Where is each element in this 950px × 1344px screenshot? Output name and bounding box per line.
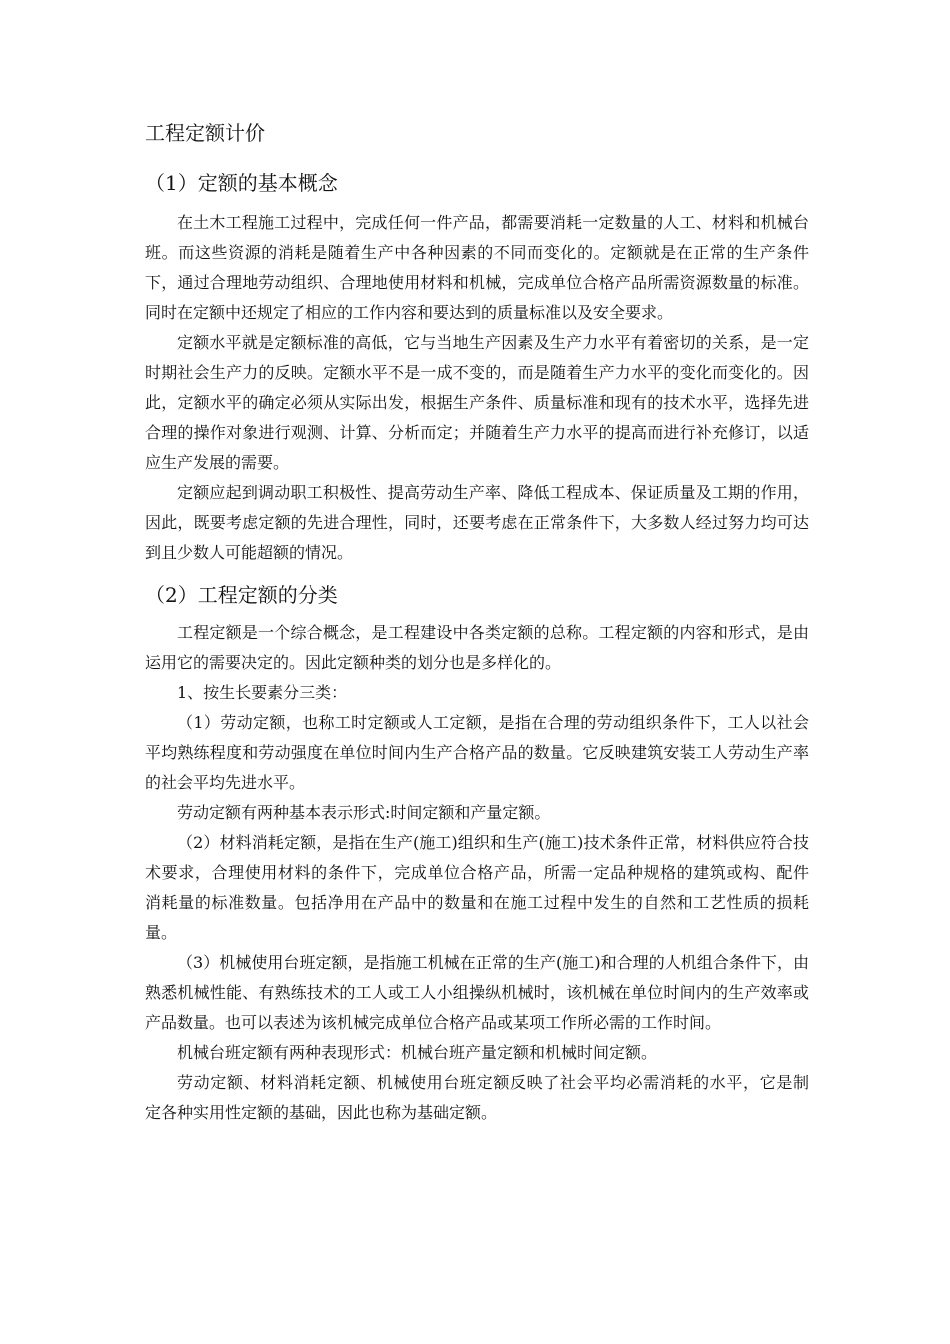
- paragraph: 工程定额是一个综合概念，是工程建设中各类定额的总称。工程定额的内容和形式，是由运用它的需要决定的。因此定额种类的划分也是多样化的。: [145, 623, 809, 672]
- section-heading-basic-concept: （1）定额的基本概念: [145, 171, 338, 195]
- paragraph: 定额应起到调动职工积极性、提高劳动生产率、降低工程成本、保证质量及工期的作用，因此，既要考虑定额的先进合理性，同时，还要考虑在正常条件下，大多数人经过努力均可达到且少数人可能超额的情况。: [145, 483, 809, 562]
- paragraph: 在土木工程施工过程中，完成任何一件产品，都需要消耗一定数量的人工、材料和机械台班。而这些资源的消耗是随着生产中各种因素的不同而变化的。定额就是在正常的生产条件下，通过合理地劳动组织、合理地使用材料和机械，完成单位合格产品所需资源数量的标准。同时在定额中还规定了相应的工作内容和要达到的质量标准以及安全要求。: [145, 213, 809, 322]
- section-heading-classification: （2）工程定额的分类: [145, 583, 338, 607]
- document-title: 工程定额计价: [145, 121, 265, 145]
- paragraph: 劳动定额、材料消耗定额、机械使用台班定额反映了社会平均必需消耗的水平，它是制 定各种实用性定额的基础，因此也称为基础定额。: [145, 1073, 826, 1122]
- paragraph: 机械台班定额有两种表现形式：机械台班产量定额和机械时间定额。: [177, 1043, 658, 1062]
- paragraph: 定额水平就是定额标准的高低，它与当地生产因素及生产力水平有着密切的关系，是一定时期社会生产力的反映。定额水平不是一成不变的，而是随着生产力水平的变化而变化的。因此，定额水平的确定必须从实际出发，根据生产条件、质量标准和现有的技术水平，选择先进合理的操作对象进行观测、计算、分析而定；并随着生产力水平的提高而进行补充修订，以适应生产发展的需要。: [145, 333, 809, 472]
- paragraph: 1、按生长要素分三类：: [177, 683, 348, 702]
- paragraph: （3）机械使用台班定额，是指施工机械在正常的生产(施工)和合理的人机组合条件下，由熟悉机械性能、有熟练技术的工人或工人小组操纵机械时，该机械在单位时间内的生产效率或产品数量。也可以表述为该机械完成单位合格产品或某项工作所必需的工作时间。: [145, 953, 809, 1032]
- paragraph: （2）材料消耗定额，是指在生产(施工)组织和生产(施工)技术条件正常，材料供应符合技术要求，合理使用材料的条件下，完成单位合格产品，所需一定品种规格的建筑或构、配件 消耗量的标准数量。包括净用在产品中的数量和在施工过程中发生的自然和工艺性质的损耗量。: [145, 833, 826, 942]
- document-body: [145, 118, 826, 1128]
- paragraph: （1）劳动定额，也称工时定额或人工定额，是指在合理的劳动组织条件下，工人以社会平均熟练程度和劳动强度在单位时间内生产合格产品的数量。它反映建筑安装工人劳动生产率的社会平均先进水平。: [145, 713, 809, 792]
- paragraph: 劳动定额有两种基本表示形式:时间定额和产量定额。: [177, 803, 551, 822]
